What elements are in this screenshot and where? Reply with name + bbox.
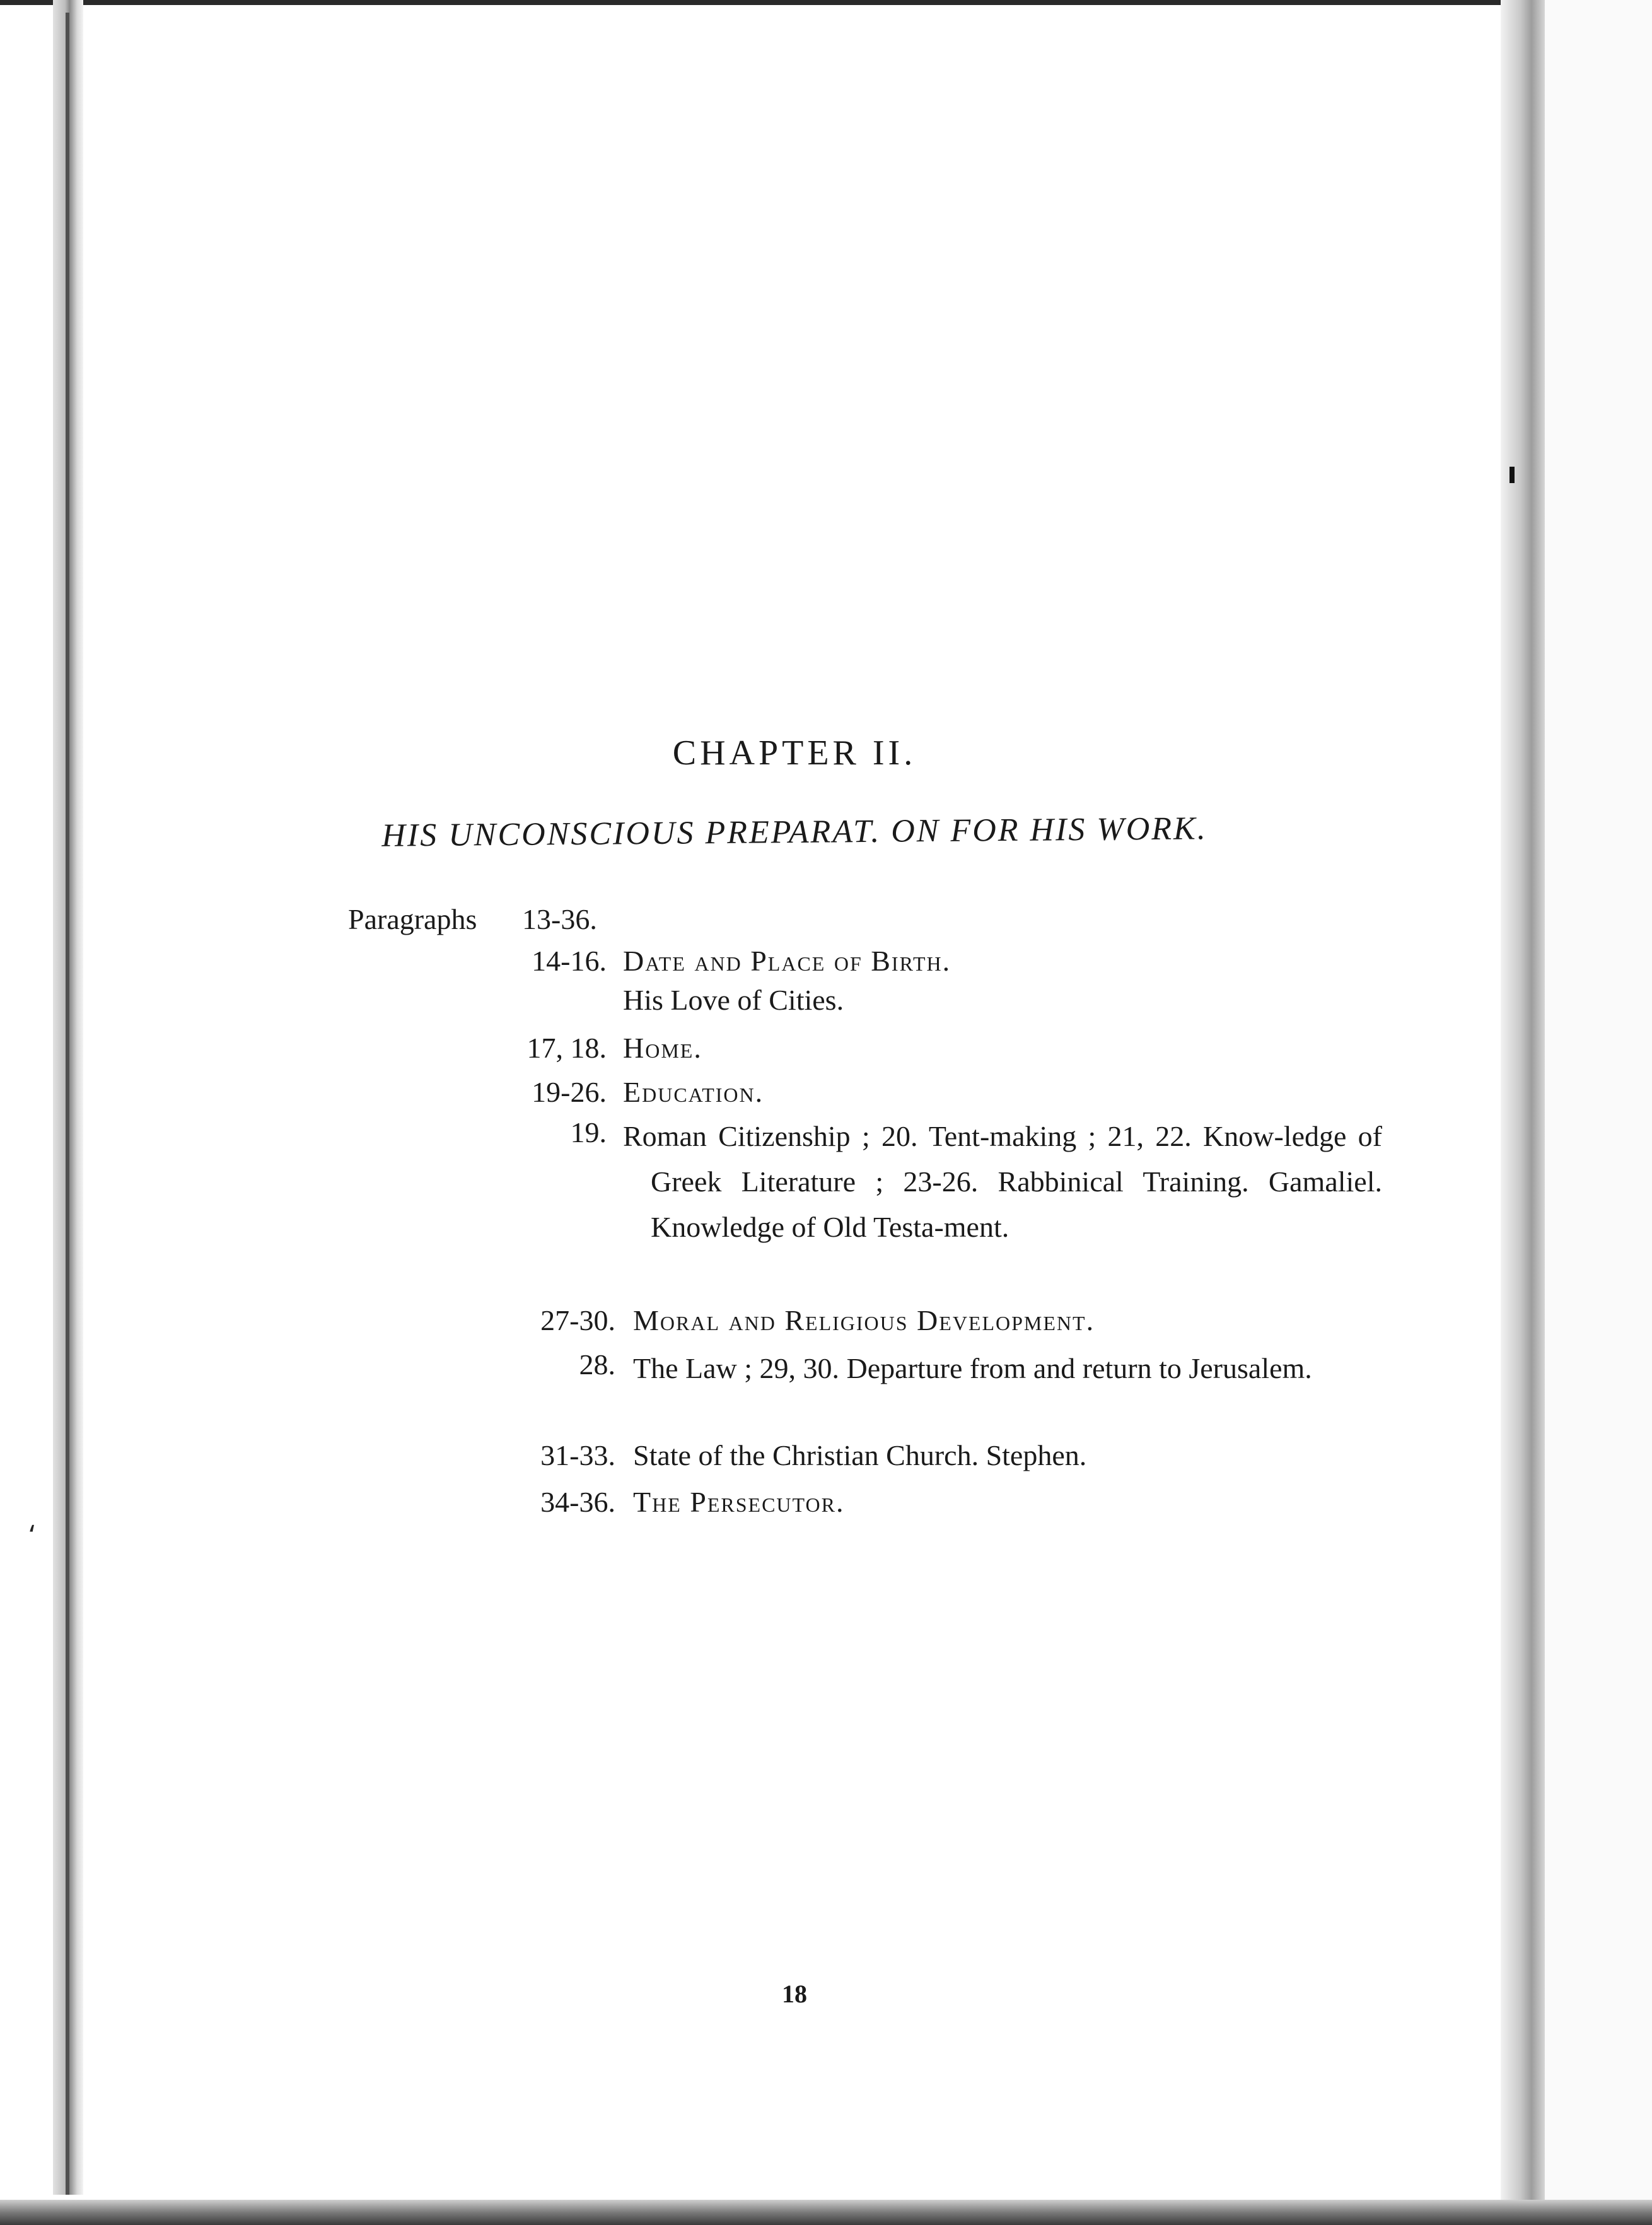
entry-heading: Date and Place of Birth. <box>623 945 951 977</box>
entry-paragraph-number: 19. <box>570 1116 607 1148</box>
stray-scan-mark: ⸲ <box>28 1504 35 1534</box>
entry-paragraph-number: 34-36. <box>540 1486 615 1518</box>
entry-heading: The Persecutor. <box>633 1486 845 1518</box>
chapter-subtitle: HIS UNCONSCIOUS PREPARAT. ON FOR HIS WORK. <box>381 810 1207 854</box>
book-page <box>88 0 1501 2200</box>
entry-text: State of the Christian Church. Stephen. <box>633 1439 1087 1471</box>
entry-paragraph-number: 14-16. <box>532 945 607 977</box>
entry-heading: Home. <box>623 1032 702 1064</box>
page-edge-line <box>66 13 69 2195</box>
entry-heading: Moral and Religious Development. <box>633 1304 1095 1336</box>
chapter-title: CHAPTER II. <box>672 733 917 773</box>
entry-text: His Love of Cities. <box>623 984 844 1016</box>
binding-mark <box>1509 467 1515 483</box>
entry-paragraph-number: 28. <box>579 1348 615 1381</box>
entry-text: Roman Citizenship ; 20. Tent-making ; 21, 22. Know-ledge of Greek Literature ; 23-26. Rabbinical Training. Gamaliel. Knowledge of Old Testa-ment. <box>623 1120 1382 1243</box>
entry-paragraph-number: 17, 18. <box>526 1032 607 1064</box>
entry-paragraph-number: 27-30. <box>540 1304 615 1336</box>
entry-paragraph-number: 31-33. <box>540 1439 615 1471</box>
facing-page <box>1545 0 1652 2225</box>
right-page-shadow <box>1501 0 1545 2225</box>
paragraphs-range: 13-36. <box>522 903 597 935</box>
paragraphs-label: Paragraphs <box>348 903 477 935</box>
entry-heading: Education. <box>623 1076 764 1108</box>
page-number: 18 <box>782 1980 807 2008</box>
entry-text: The Law ; 29, 30. Departure from and return to Jerusalem. <box>633 1352 1312 1384</box>
entry-paragraph-number: 19-26. <box>532 1076 607 1108</box>
scan-bottom-edge <box>0 2200 1652 2225</box>
